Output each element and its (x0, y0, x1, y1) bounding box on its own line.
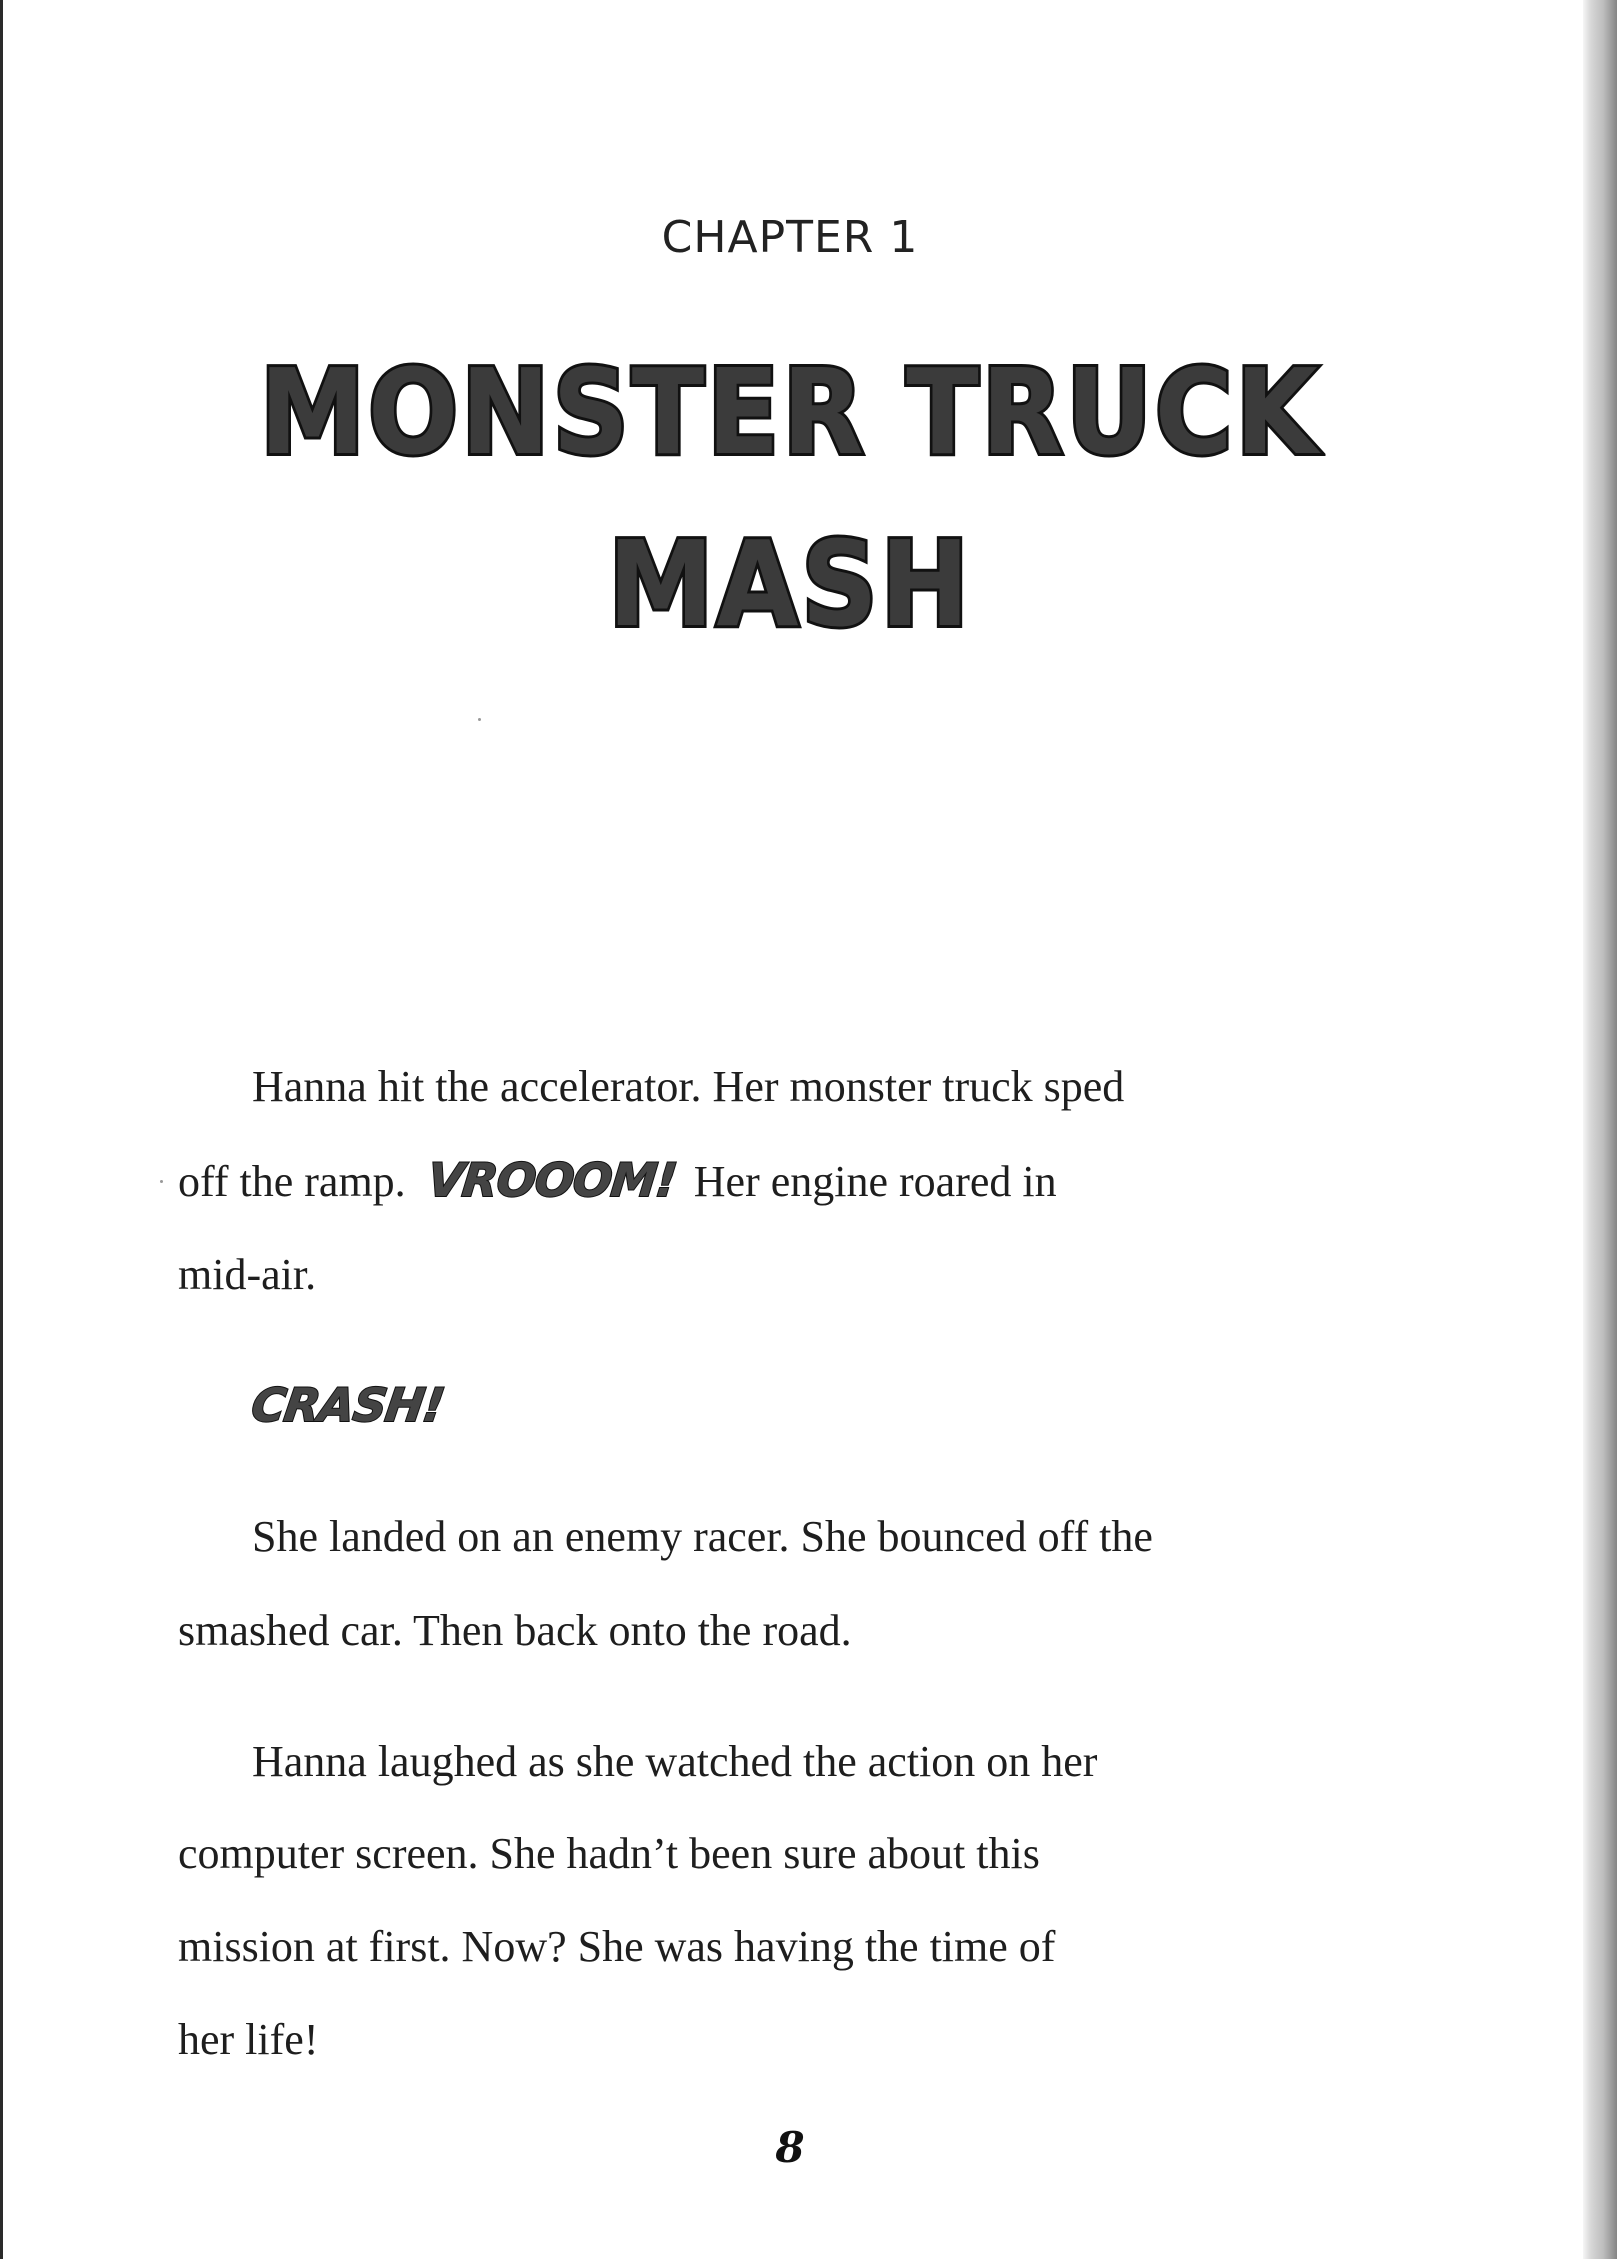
paragraph-3-line-1: Hanna laughed as she watched the action on her (252, 1737, 1098, 1786)
paragraph-1-line-3: mid-air. (178, 1250, 317, 1299)
paragraph-3-line-2: computer screen. She hadn’t been sure about this (178, 1829, 1040, 1878)
chapter-title-line-1: MONSTER TRUCK (259, 343, 1321, 481)
paragraph-3-line-4: her life! (178, 2015, 319, 2064)
paragraph-2-line-2: smashed car. Then back onto the road. (178, 1606, 852, 1655)
page-number: 8 (775, 2123, 805, 2172)
sound-effect-vroom: VROOOM! (424, 1153, 679, 1207)
paragraph-1-text-before-sfx: off the ramp. (178, 1157, 406, 1206)
paragraph-2-line-1: She landed on an enemy racer. She bounced off the (252, 1512, 1153, 1561)
paragraph-3-line-3: mission at first. Now? She was having the time of (178, 1922, 1056, 1971)
chapter-label: CHAPTER 1 (661, 212, 919, 263)
paragraph-1-line-1: Hanna hit the accelerator. Her monster truck sped (252, 1062, 1125, 1111)
paragraph-1-text-after-sfx: Her engine roared in (693, 1157, 1057, 1206)
sound-effect-crash: CRASH! (248, 1378, 448, 1432)
chapter-title-line-2: MASH (607, 515, 973, 653)
body-text (178, 0, 1358, 2259)
page-left-edge (0, 0, 3, 2259)
paragraph-1-line-2 (178, 1155, 1057, 1207)
page-binding-shadow (1583, 0, 1617, 2259)
paper-speck (160, 1180, 163, 1183)
